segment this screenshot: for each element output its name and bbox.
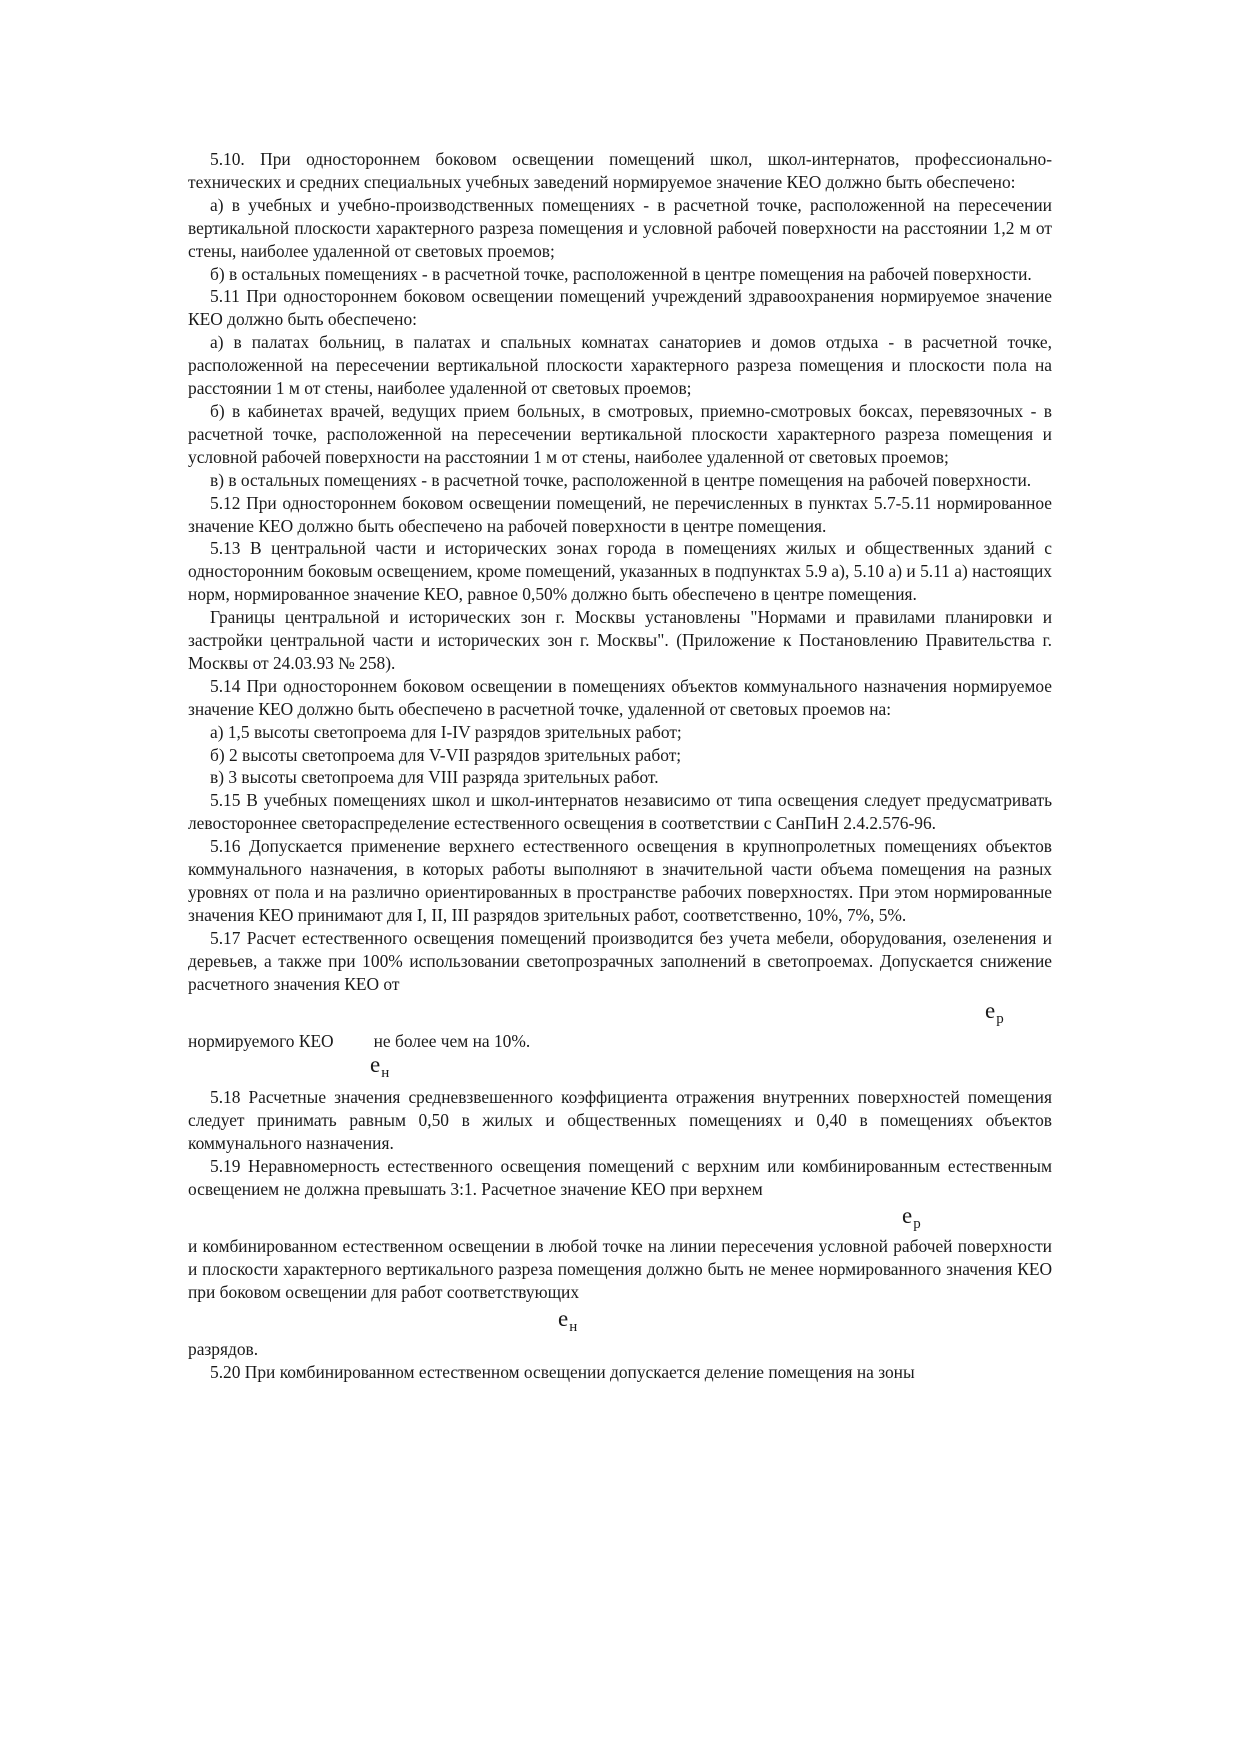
formula-line-e-n-1 (188, 1052, 1052, 1086)
symbol-e-r: $е_р$ (985, 997, 1004, 1027)
paragraph-5-19-end: разрядов. (188, 1338, 259, 1359)
formula-line-e-n-2 (188, 1304, 1052, 1338)
paragraph-5-20: 5.20 При комбинированном естественном освещении допускается деление помещения на зоны (210, 1361, 915, 1382)
paragraph-5-14: 5.14 При одностороннем боковом освещении в помещениях объектов коммунального назначения нормируемое значение КЕО должно быть обеспечено в расчетной точке, удаленной от световых проемов на: (188, 675, 1052, 719)
paragraph-5-13: 5.13 В центральной части и исторических зонах города в помещениях жилых и общественных зданий с односторонним боковым освещением, кроме помещений, указанных в подпунктах 5.9 а), 5.10 а) и 5.11 а) настоящих норм, нормированное значение КЕО, равное 0,50% должно быть обеспечено в центре помещения. (188, 538, 1052, 605)
text-normiruemogo-keo: нормируемого КЕО (188, 1030, 334, 1051)
paragraph-5-18: 5.18 Расчетные значения средневзвешенного коэффициента отражения внутренних поверхностей помещения следует принимать равным 0,50 в жилых и общественных помещениях и 0,40 в помещениях объектов коммунального назначения. (188, 1087, 1052, 1154)
symbol-e-r: $е_р$ (902, 1202, 921, 1232)
paragraph-5-14-b: б) 2 высоты светопроема для V-VII разрядов зрительных работ; (210, 744, 682, 765)
paragraph-5-11-a: а) в палатах больниц, в палатах и спальных комнатах санаториев и домов отдыха - в расчетной точке, расположенной на пересечении вертикальной плоскости характерного разреза помещения и плоскости пола на расстоянии 1 м от стены, наиболее удаленной от световых проемов; (188, 332, 1052, 399)
paragraph-5-12: 5.12 При одностороннем боковом освещении помещений, не перечисленных в пунктах 5.7-5.11 нормированное значение КЕО должно быть обеспечено на рабочей поверхности в центре помещения. (188, 492, 1052, 536)
paragraph-5-15: 5.15 В учебных помещениях школ и школ-интернатов независимо от типа освещения следует предусматривать левостороннее светораспределение естественного освещения в соответствии с СанПиН 2.4.2.576-96. (188, 790, 1052, 834)
paragraph-5-14-v: в) 3 высоты светопроема для VIII разряда зрительных работ. (210, 767, 659, 788)
document-page (188, 148, 1052, 1384)
paragraph-5-17-continued (188, 1030, 1052, 1053)
paragraph-5-19: 5.19 Неравномерность естественного освещения помещений с верхним или комбинированным естественным освещением не должна превышать 3:1. Расчетное значение КЕО при верхнем (188, 1156, 1052, 1200)
paragraph-5-11-v: в) в остальных помещениях - в расчетной точке, расположенной в центре помещения на рабочей поверхности. (210, 469, 1032, 490)
formula-line-e-r-2 (188, 1201, 1052, 1235)
paragraph-5-11: 5.11 При одностороннем боковом освещении помещений учреждений здравоохранения нормируемое значение КЕО должно быть обеспечено: (188, 286, 1052, 330)
paragraph-5-10-a: а) в учебных и учебно-производственных помещениях - в расчетной точке, расположенной на пересечении вертикальной плоскости характерного разреза помещения и условной рабочей поверхности на расстоянии 1,2 м от стены, наиболее удаленной от световых проемов; (188, 194, 1052, 261)
text-ne-bolee: не более чем на 10%. (373, 1030, 531, 1051)
formula-line-e-r-1 (188, 996, 1052, 1030)
paragraph-5-10: 5.10. При одностороннем боковом освещении помещений школ, школ-интернатов, профессионально-технических и средних специальных учебных заведений нормируемое значение КЕО должно быть обеспечено: (188, 149, 1052, 192)
paragraph-5-10-b: б) в остальных помещениях - в расчетной точке, расположенной в центре помещения на рабочей поверхности. (210, 263, 1032, 284)
paragraph-5-16: 5.16 Допускается применение верхнего естественного освещения в крупнопролетных помещениях объектов коммунального назначения, в которых работы выполняют в значительной части объема помещения на разных уровнях от пола и на различно ориентированных в пространстве рабочих поверхностях. При этом нормированные значения КЕО принимают для I, II, III разрядов зрительных работ, соответственно, 10%, 7%, 5%. (188, 836, 1052, 925)
symbol-e-n: $е_н$ (558, 1305, 578, 1335)
paragraph-5-11-b: б) в кабинетах врачей, ведущих прием больных, в смотровых, приемно-смотровых боксах, перевязочных - в расчетной точке, расположенной на пересечении вертикальной плоскости характерного разреза помещения и условной рабочей поверхности на расстоянии 1 м от стены, наиболее удаленной от световых проемов; (188, 400, 1052, 467)
paragraph-5-13-boundaries: Границы центральной и исторических зон г. Москвы установлены "Нормами и правилами планировки и застройки центральной части и исторических зон г. Москвы". (Приложение к Постановлению Правительства г. Москвы от 24.03.93 № 258). (188, 607, 1052, 673)
paragraph-5-17: 5.17 Расчет естественного освещения помещений производится без учета мебели, оборудования, озеленения и деревьев, а также при 100% использовании светопрозрачных заполнений в светопроемах. Допускается снижение расчетного значения КЕО от (188, 927, 1052, 994)
paragraph-5-14-a: а) 1,5 высоты светопроема для I-IV разрядов зрительных работ; (210, 721, 682, 742)
symbol-e-n: $е_н$ (370, 1052, 390, 1082)
paragraph-5-19-continued: и комбинированном естественном освещении в любой точке на линии пересечения условной рабочей поверхности и плоскости характерного вертикального разреза помещения должно быть не менее нормированного значения КЕО при боковом освещении для работ соответствующих (188, 1235, 1052, 1302)
